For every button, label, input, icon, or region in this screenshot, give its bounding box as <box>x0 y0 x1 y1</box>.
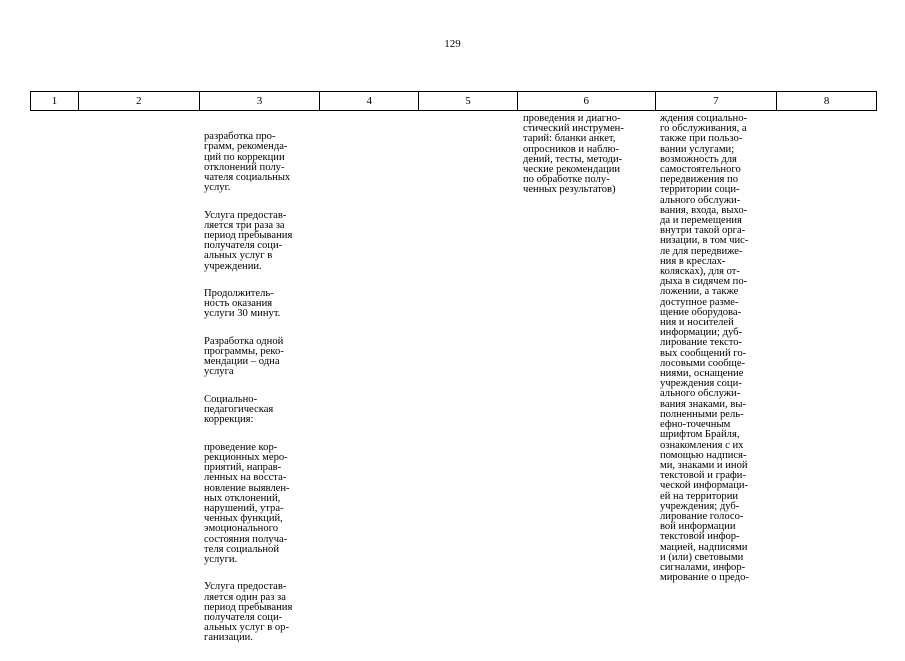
header-cell-5: 5 <box>418 92 517 110</box>
column-6-content: проведения и диагно- стический инструмен- тарий: бланки анкет, опросников и наблю- дений, тесты, методи- ческие рекомендации по обработке полу- ченных результатов) <box>523 113 624 196</box>
header-cell-8: 8 <box>776 92 876 110</box>
table-header-row <box>30 91 877 111</box>
page-number: 129 <box>444 38 461 50</box>
header-cell-3: 3 <box>199 92 320 110</box>
header-cell-4: 4 <box>319 92 418 110</box>
header-cell-7: 7 <box>655 92 777 110</box>
col3-paragraph: Продолжитель- ность оказания услуги 30 минут. <box>204 288 281 320</box>
col3-paragraph: проведение кор- рекционных меро- приятий, направ- ленных на восста- новление выявлен- ных отклонений, нарушений, утра- ченных функций, эмоционального состояния получа- теля социальной услуги. <box>204 441 290 565</box>
header-cell-1: 1 <box>51 95 58 107</box>
col3-paragraph: Услуга предостав- ляется один раз за период пребывания получателя соци- альных услуг в ор- ганизации. <box>204 581 293 644</box>
col3-paragraph: Социально- педагогическая коррекция: <box>204 393 274 426</box>
header-cell-2: 2 <box>78 92 199 110</box>
column-7-content: ждения социально- го обслуживания, а также при пользо- вании услугами; возможность для самостоятельного передвижения по территории соци- ального обслужи- вания, входа, выхо- да и перемещения внутри такой орга- низации, в том чис- ле для передвиже- ния в креслах- колясках), для от- дыха в сидячем по- ложении, а также доступное разме- щение оборудова- ния и носителей информации; дуб- лирование тексто- вых сообщений го- лосовыми сообще- ниями, оснащение учреждения соци- ального обслужи- вания знаками, вы- полненными рель- ефно-точечным шрифтом Брайля, ознакомления с их помощью надпися- ми, знаками и иной текстовой и графи- ческой информаци- ей на территории учреждения; дуб- лирование голосо- вой информации текстовой инфор- мацией, надписями и (или) световыми сигналами, инфор- мирование о предо- <box>660 113 749 584</box>
col3-paragraph: Разработка одной программы, реко- мендации – одна услуга <box>204 335 284 378</box>
column-3-content <box>204 122 316 661</box>
col3-paragraph: разработка про- грамм, рекоменда- ций по коррекции отклонений полу- чателя социальных услуг. <box>204 131 291 194</box>
header-cell-6: 6 <box>517 92 655 110</box>
col3-paragraph: Услуга предостав- ляется три раза за период пребывания получателя соци- альных услуг в учреждении. <box>204 209 293 272</box>
